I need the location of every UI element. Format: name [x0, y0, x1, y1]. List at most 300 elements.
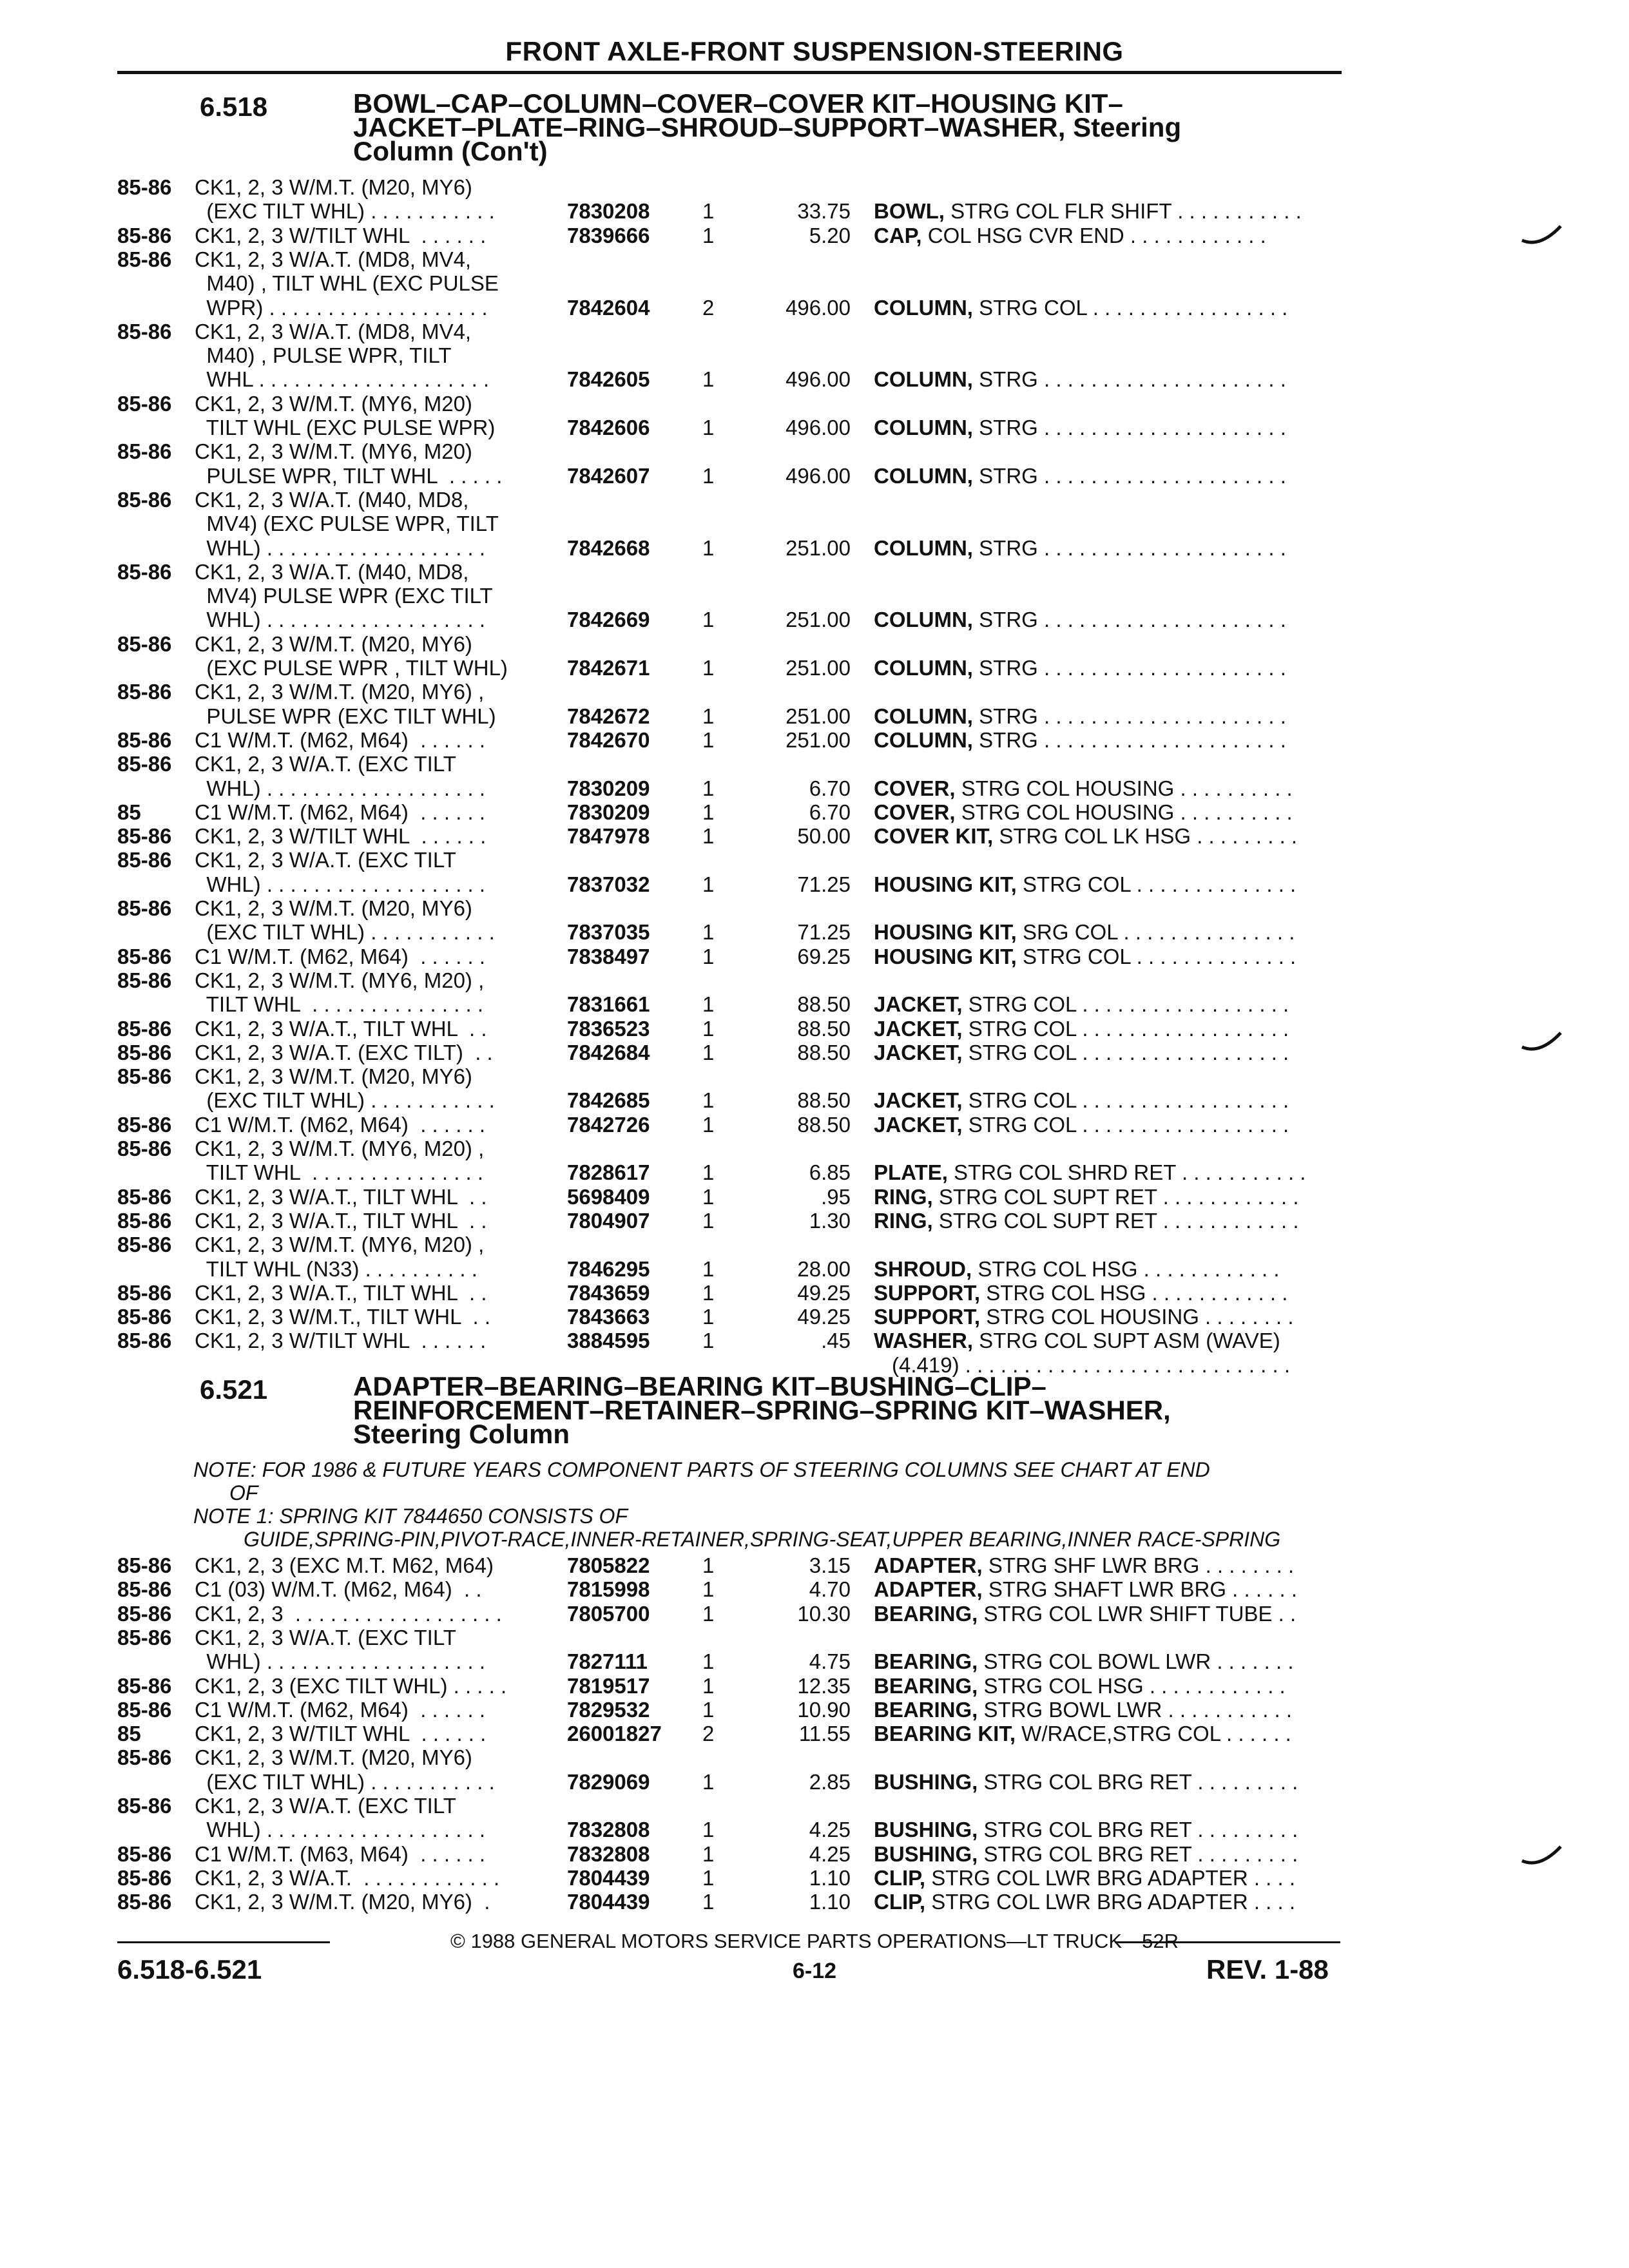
part-name: BOWL, [874, 199, 945, 224]
price-cell: 88.50 [797, 992, 851, 1017]
part-description: STRG COL HSG . . . . . . . . . . . . [972, 1256, 1280, 1281]
year-cell: 85-86 [117, 439, 172, 464]
quantity-cell: 1 [702, 223, 715, 247]
application-cell: (EXC TILT WHL) . . . . . . . . . . . [195, 199, 495, 224]
section-title [353, 1371, 1171, 1449]
year-cell: 85-86 [117, 752, 172, 776]
application-cell: CK1, 2, 3 W/M.T. (M20, MY6) . [195, 1890, 490, 1914]
year-cell: 85-86 [117, 1577, 172, 1602]
part-name: SHROUD, [874, 1256, 972, 1281]
footer-page-number: 6-12 [792, 1959, 837, 1983]
application-cell: CK1, 2, 3 W/M.T. (M20, MY6) [195, 1745, 472, 1770]
application-cell: CK1, 2, 3 W/M.T. (M20, MY6) , [195, 680, 485, 704]
description-cell [874, 872, 1296, 897]
price-cell: 33.75 [797, 199, 851, 224]
price-cell: 28.00 [797, 1256, 851, 1281]
year-cell: 85-86 [117, 1064, 172, 1089]
application-cell: MV4) PULSE WPR (EXC TILT [195, 584, 493, 608]
year-cell: 85-86 [117, 1601, 172, 1626]
section-title-line: ADAPTER–BEARING–BEARING KIT–BUSHING–CLIP– [353, 1371, 1046, 1401]
application-cell: (EXC TILT WHL) . . . . . . . . . . . [195, 1088, 495, 1113]
application-cell: WHL) . . . . . . . . . . . . . . . . . . . [195, 1649, 486, 1674]
application-cell: TILT WHL . . . . . . . . . . . . . . . [195, 992, 484, 1017]
part-name: JACKET, [874, 1112, 963, 1137]
application-cell: WPR) . . . . . . . . . . . . . . . . . . . [195, 295, 488, 320]
price-cell: 4.75 [809, 1649, 851, 1674]
year-cell: 85-86 [117, 1137, 172, 1160]
section-title-line: BOWL–CAP–COLUMN–COVER–COVER KIT–HOUSING KIT– [353, 88, 1123, 119]
part-number-cell: 7836523 [567, 1016, 650, 1041]
part-number-cell: 7828617 [567, 1160, 650, 1185]
year-cell: 85-86 [117, 1329, 172, 1353]
part-name: JACKET, [874, 1016, 963, 1041]
quantity-cell: 1 [702, 992, 715, 1017]
part-number-cell: 7804439 [567, 1865, 650, 1890]
part-description: STRG COL . . . . . . . . . . . . . . . . . . [962, 1016, 1289, 1041]
part-description: STRG COL LK HSG . . . . . . . . . [993, 824, 1298, 849]
part-number-cell: 7842607 [567, 463, 650, 488]
part-description: STRG COL HOUSING . . . . . . . . [980, 1305, 1294, 1329]
quantity-cell: 1 [702, 727, 715, 752]
description-cell [874, 704, 1286, 729]
year-cell: 85-86 [117, 1233, 172, 1257]
part-description: STRG . . . . . . . . . . . . . . . . . . . . . [972, 535, 1286, 560]
price-cell: 49.25 [797, 1280, 851, 1305]
part-name: COLUMN, [874, 416, 973, 439]
application-cell: CK1, 2, 3 W/A.T. (EXC TILT [195, 848, 456, 872]
part-description: COL HSG CVR END . . . . . . . . . . . . [921, 223, 1266, 247]
part-number-cell: 7819517 [567, 1673, 650, 1698]
part-description: STRG COL BRG RET . . . . . . . . . [978, 1841, 1298, 1866]
year-cell: 85-86 [117, 631, 172, 656]
application-cell: CK1, 2, 3 W/M.T. (MY6, M20) [195, 439, 472, 464]
description-cell [874, 945, 1296, 969]
quantity-cell: 1 [702, 463, 715, 488]
part-name: COVER, [874, 800, 956, 824]
year-cell: 85-86 [117, 319, 172, 343]
description-cell [874, 1113, 1289, 1137]
quantity-cell: 1 [702, 608, 715, 632]
year-cell: 85-86 [117, 1040, 172, 1064]
part-description: STRG . . . . . . . . . . . . . . . . . . . . . [972, 463, 1286, 488]
quantity-cell: 1 [702, 1553, 715, 1577]
application-cell: CK1, 2, 3 W/TILT WHL . . . . . . [195, 1329, 487, 1353]
price-cell: 4.25 [809, 1818, 851, 1842]
footer-copyright: © 1988 GENERAL MOTORS SERVICE PARTS OPERATIONS—LT TRUCK—52R [450, 1930, 1179, 1952]
quantity-cell: 1 [702, 367, 715, 392]
part-name: BEARING, [874, 1673, 978, 1698]
quantity-cell: 2 [702, 1722, 715, 1746]
part-name: HOUSING KIT, [874, 920, 1017, 945]
price-cell: 6.70 [809, 776, 851, 800]
description-cell [874, 1305, 1294, 1329]
part-number-cell: 7829532 [567, 1697, 650, 1722]
price-cell: 12.35 [797, 1673, 851, 1698]
application-cell: WHL) . . . . . . . . . . . . . . . . . . . [195, 872, 486, 896]
part-description: STRG COL SUPT RET . . . . . . . . . . . . [932, 1208, 1299, 1233]
part-number-cell: 7837035 [567, 920, 650, 945]
part-description: STRG COL . . . . . . . . . . . . . . [1016, 872, 1296, 896]
part-name: BUSHING, [874, 1818, 978, 1842]
application-cell: (EXC TILT WHL) . . . . . . . . . . . [195, 920, 495, 945]
part-name: BEARING, [874, 1697, 978, 1722]
price-cell: 49.25 [797, 1305, 851, 1329]
application-cell: CK1, 2, 3 W/A.T., TILT WHL . . [195, 1184, 487, 1209]
section-number: 6.521 [200, 1374, 268, 1405]
application-cell: (EXC TILT WHL) . . . . . . . . . . . [195, 1769, 495, 1794]
note-line: OF [229, 1481, 258, 1504]
quantity-cell: 1 [702, 800, 715, 824]
description-cell [874, 416, 1286, 440]
part-number-cell: 7827111 [567, 1649, 648, 1674]
description-cell [874, 1209, 1299, 1233]
description-cell [874, 1770, 1298, 1794]
part-description: STRG COL SHRD RET . . . . . . . . . . . [947, 1160, 1306, 1185]
year-cell: 85-86 [117, 391, 172, 416]
part-name: COVER KIT, [874, 824, 994, 849]
note-line: NOTE: FOR 1986 & FUTURE YEARS COMPONENT PARTS OF STEERING COLUMNS SEE CHART AT END [193, 1458, 1210, 1481]
price-cell: 10.90 [797, 1697, 851, 1722]
part-number-cell: 7842672 [567, 704, 650, 728]
year-cell: 85-86 [117, 1673, 172, 1698]
footer-revision: REV. 1-88 [1206, 1954, 1329, 1984]
application-cell: CK1, 2, 3 W/M.T. (MY6, M20) [195, 391, 472, 416]
application-cell: MV4) (EXC PULSE WPR, TILT [195, 512, 499, 536]
part-number-cell: 7842668 [567, 535, 650, 560]
year-cell: 85-86 [117, 1112, 172, 1137]
quantity-cell: 1 [702, 1256, 715, 1281]
description-cell [874, 1088, 1289, 1113]
application-cell: PULSE WPR (EXC TILT WHL) [195, 704, 496, 728]
margin-check-mark [1521, 1843, 1566, 1869]
price-cell: 88.50 [797, 1040, 851, 1064]
part-name: COLUMN, [874, 535, 973, 560]
part-description: STRG COL SUPT RET . . . . . . . . . . . . [932, 1184, 1299, 1209]
part-description: STRG COL LWR BRG ADAPTER . . . . [925, 1865, 1296, 1890]
application-cell: CK1, 2, 3 W/M.T. (MY6, M20) , [195, 1137, 485, 1160]
application-cell: CK1, 2, 3 W/A.T., TILT WHL . . [195, 1208, 487, 1233]
description-cell [874, 464, 1286, 488]
price-cell: 88.50 [797, 1112, 851, 1137]
application-cell: TILT WHL (N33) . . . . . . . . . . [195, 1256, 477, 1281]
price-cell: 496.00 [786, 463, 851, 488]
part-name: COLUMN, [874, 367, 973, 392]
price-cell: 69.25 [797, 944, 851, 968]
description-cell [874, 1649, 1294, 1674]
quantity-cell: 1 [702, 199, 715, 224]
description-cell [874, 608, 1286, 632]
application-cell: CK1, 2, 3 W/A.T. (EXC TILT [195, 752, 456, 776]
application-cell: CK1, 2, 3 W/M.T., TILT WHL . . [195, 1305, 491, 1329]
part-name: RING, [874, 1184, 933, 1209]
price-cell: 6.85 [809, 1160, 851, 1185]
section-number: 6.518 [200, 91, 268, 122]
part-number-cell: 7832808 [567, 1818, 650, 1842]
application-cell: WHL) . . . . . . . . . . . . . . . . . . . [195, 776, 486, 800]
section-title-line: REINFORCEMENT–RETAINER–SPRING–SPRING KIT–WASHER, [353, 1395, 1171, 1425]
quantity-cell: 1 [702, 1040, 715, 1064]
application-cell: CK1, 2, 3 W/A.T. . . . . . . . . . . . . [195, 1865, 500, 1890]
description-cell [874, 1722, 1291, 1746]
application-cell: CK1, 2, 3 W/TILT WHL . . . . . . [195, 223, 487, 247]
year-cell: 85-86 [117, 1745, 172, 1770]
part-description: STRG . . . . . . . . . . . . . . . . . . . . . [972, 656, 1286, 680]
application-cell: (EXC PULSE WPR , TILT WHL) [195, 656, 508, 680]
quantity-cell: 1 [702, 656, 715, 680]
part-name: CLIP, [874, 1865, 926, 1890]
application-cell: CK1, 2, 3 W/M.T. (MY6, M20) , [195, 968, 485, 992]
part-description: STRG . . . . . . . . . . . . . . . . . . . . . [972, 608, 1286, 632]
part-description: STRG COL HSG . . . . . . . . . . . . [980, 1280, 1288, 1305]
year-cell: 85-86 [117, 559, 172, 584]
price-cell: 4.70 [809, 1577, 851, 1602]
application-cell: C1 W/M.T. (M62, M64) . . . . . . [195, 800, 486, 824]
year-cell: 85-86 [117, 1697, 172, 1722]
part-description: STRG COL SUPT ASM (WAVE) [973, 1329, 1280, 1353]
part-description: STRG COL BRG RET . . . . . . . . . [978, 1769, 1298, 1794]
year-cell: 85-86 [117, 1305, 172, 1329]
year-cell: 85-86 [117, 1208, 172, 1233]
quantity-cell: 1 [702, 1305, 715, 1329]
description-cell [874, 1257, 1280, 1282]
description-cell [874, 1017, 1289, 1041]
year-cell: 85-86 [117, 1890, 172, 1914]
description-cell [874, 1818, 1298, 1842]
quantity-cell: 1 [702, 824, 715, 849]
part-number-cell: 7805822 [567, 1553, 650, 1577]
part-number-cell: 3884595 [567, 1329, 650, 1353]
part-description: STRG COL FLR SHIFT . . . . . . . . . . . [944, 199, 1302, 224]
year-cell: 85-86 [117, 175, 172, 199]
part-description: W/RACE,STRG COL . . . . . . [1016, 1722, 1291, 1746]
part-name: COLUMN, [874, 704, 973, 728]
description-cell [874, 1674, 1286, 1698]
price-cell: 4.25 [809, 1841, 851, 1866]
part-name: JACKET, [874, 1040, 963, 1064]
description-cell [874, 1602, 1296, 1626]
quantity-cell: 1 [702, 1160, 715, 1185]
part-description: STRG COL HOUSING . . . . . . . . . . [955, 776, 1293, 800]
part-name: COLUMN, [874, 463, 973, 488]
part-number-cell: 7804907 [567, 1208, 650, 1233]
application-cell: C1 (03) W/M.T. (M62, M64) . . [195, 1577, 482, 1602]
part-number-cell: 7842670 [567, 727, 650, 752]
price-cell: 50.00 [797, 824, 851, 849]
part-description: STRG COL . . . . . . . . . . . . . . . . . [972, 295, 1288, 320]
application-cell: WHL) . . . . . . . . . . . . . . . . . . . [195, 608, 486, 632]
part-number-cell: 7805700 [567, 1601, 650, 1626]
price-cell: 496.00 [786, 416, 851, 439]
part-description: STRG COL HOUSING . . . . . . . . . . [955, 800, 1293, 824]
section-notes [193, 1458, 1280, 1551]
year-cell: 85-86 [117, 824, 172, 849]
description-cell [874, 1185, 1299, 1209]
description-cell [874, 367, 1286, 392]
price-cell: 496.00 [786, 295, 851, 320]
quantity-cell: 1 [702, 535, 715, 560]
quantity-cell: 1 [702, 1890, 715, 1914]
application-cell: TILT WHL (EXC PULSE WPR) [195, 416, 496, 439]
margin-check-mark [1521, 1029, 1566, 1055]
quantity-cell: 1 [702, 1329, 715, 1353]
part-name: COLUMN, [874, 656, 973, 680]
part-number-cell: 7847978 [567, 824, 650, 849]
price-cell: 251.00 [786, 704, 851, 728]
section-title [353, 88, 1182, 166]
quantity-cell: 1 [702, 1088, 715, 1113]
description-cell [874, 992, 1289, 1017]
part-number-cell: 7842671 [567, 656, 650, 680]
part-number-cell: 7842606 [567, 416, 650, 439]
application-cell: WHL) . . . . . . . . . . . . . . . . . . . [195, 535, 486, 560]
description-cell [874, 1041, 1289, 1065]
quantity-cell: 1 [702, 416, 715, 439]
part-description: STRG COL BOWL LWR . . . . . . . [978, 1649, 1294, 1674]
quantity-cell: 1 [702, 920, 715, 945]
part-number-cell: 7843659 [567, 1280, 650, 1305]
part-description: STRG SHF LWR BRG . . . . . . . . [982, 1553, 1295, 1577]
application-cell: CK1, 2, 3 W/M.T. (M20, MY6) [195, 631, 472, 656]
description-cell [874, 1698, 1292, 1722]
description-cell [874, 800, 1293, 825]
part-description: STRG COL . . . . . . . . . . . . . . . . . . [962, 992, 1289, 1017]
application-cell: CK1, 2, 3 W/A.T., TILT WHL . . [195, 1280, 487, 1305]
part-name: HOUSING KIT, [874, 944, 1017, 968]
price-cell: 1.30 [809, 1208, 851, 1233]
part-name: JACKET, [874, 1088, 963, 1113]
year-cell: 85-86 [117, 1841, 172, 1866]
application-cell: C1 W/M.T. (M62, M64) . . . . . . [195, 1697, 486, 1722]
application-cell: CK1, 2, 3 W/A.T. (MD8, MV4, [195, 247, 472, 271]
price-cell: 10.30 [797, 1601, 851, 1626]
quantity-cell: 1 [702, 1673, 715, 1698]
part-number-cell: 7839666 [567, 223, 650, 247]
part-description: STRG . . . . . . . . . . . . . . . . . . . . . [972, 416, 1286, 439]
year-cell: 85-86 [117, 247, 172, 271]
price-cell: 6.70 [809, 800, 851, 824]
part-name: ADAPTER, [874, 1553, 983, 1577]
price-cell: 496.00 [786, 367, 851, 392]
part-number-cell: 7843663 [567, 1305, 650, 1329]
year-cell: 85-86 [117, 896, 172, 920]
part-name: PLATE, [874, 1160, 948, 1185]
application-cell: CK1, 2, 3 W/TILT WHL . . . . . . [195, 824, 487, 849]
description-cell [874, 1866, 1295, 1890]
section-title-line: JACKET–PLATE–RING–SHROUD–SUPPORT–WASHER, Steering [353, 112, 1182, 142]
application-cell: TILT WHL . . . . . . . . . . . . . . . [195, 1160, 484, 1185]
quantity-cell: 1 [702, 1697, 715, 1722]
application-cell: WHL) . . . . . . . . . . . . . . . . . . . [195, 1818, 486, 1842]
part-name: JACKET, [874, 992, 963, 1017]
year-cell: 85-86 [117, 487, 172, 512]
part-number-cell: 7842726 [567, 1112, 650, 1137]
part-description: STRG COL HSG . . . . . . . . . . . . [978, 1673, 1286, 1698]
quantity-cell: 1 [702, 1184, 715, 1209]
application-cell: CK1, 2, 3 W/TILT WHL . . . . . . [195, 1722, 487, 1746]
description-cell [874, 1890, 1295, 1914]
description-cell [874, 1281, 1287, 1305]
quantity-cell: 1 [702, 1112, 715, 1137]
part-description: STRG . . . . . . . . . . . . . . . . . . . . . [972, 367, 1286, 392]
price-cell: 251.00 [786, 535, 851, 560]
part-description: STRG COL . . . . . . . . . . . . . . . . . . [962, 1088, 1289, 1113]
year-cell: 85-86 [117, 680, 172, 704]
part-name: BUSHING, [874, 1841, 978, 1866]
application-cell: C1 W/M.T. (M63, M64) . . . . . . [195, 1841, 486, 1866]
application-cell: CK1, 2, 3 W/A.T. (EXC TILT [195, 1625, 456, 1649]
section-title-line: Column (Con't) [353, 136, 548, 166]
part-description: STRG . . . . . . . . . . . . . . . . . . . . . [972, 727, 1286, 752]
part-description: STRG SHAFT LWR BRG . . . . . . [982, 1577, 1298, 1602]
application-cell: CK1, 2, 3 W/A.T. (EXC TILT [195, 1794, 456, 1818]
part-description: STRG COL . . . . . . . . . . . . . . [1016, 944, 1296, 968]
part-name: SUPPORT, [874, 1305, 981, 1329]
quantity-cell: 1 [702, 1649, 715, 1674]
year-cell: 85-86 [117, 1865, 172, 1890]
part-description: STRG COL LWR SHIFT TUBE . . [978, 1601, 1296, 1626]
application-cell: C1 W/M.T. (M62, M64) . . . . . . [195, 944, 486, 968]
part-name: BEARING KIT, [874, 1722, 1016, 1746]
part-number-cell: 7815998 [567, 1577, 650, 1602]
price-cell: 251.00 [786, 727, 851, 752]
part-number-cell: 7832808 [567, 1841, 650, 1866]
application-cell: WHL . . . . . . . . . . . . . . . . . . . . [195, 367, 490, 392]
part-number-cell: 7831661 [567, 992, 650, 1017]
part-name: RING, [874, 1208, 933, 1233]
quantity-cell: 1 [702, 1841, 715, 1866]
application-cell: C1 W/M.T. (M62, M64) . . . . . . [195, 727, 486, 752]
description-cell [874, 199, 1302, 224]
price-cell: 251.00 [786, 656, 851, 680]
quantity-cell: 1 [702, 1818, 715, 1842]
note-line: NOTE 1: SPRING KIT 7844650 CONSISTS OF [193, 1504, 628, 1528]
year-cell: 85-86 [117, 1184, 172, 1209]
application-cell: CK1, 2, 3 W/M.T. (MY6, M20) , [195, 1233, 485, 1257]
description-cell [874, 1577, 1297, 1602]
part-number-cell: 7837032 [567, 872, 650, 896]
page-header: FRONT AXLE-FRONT SUSPENSION-STEERING [505, 36, 1124, 66]
price-cell: .95 [821, 1184, 851, 1209]
part-name: COLUMN, [874, 608, 973, 632]
quantity-cell: 1 [702, 1865, 715, 1890]
quantity-cell: 1 [702, 1016, 715, 1041]
part-number-cell: 7846295 [567, 1256, 650, 1281]
application-cell: CK1, 2, 3 (EXC M.T. M62, M64) [195, 1553, 494, 1577]
part-name: BEARING, [874, 1601, 978, 1626]
quantity-cell: 1 [702, 944, 715, 968]
application-cell: CK1, 2, 3 W/M.T. (M20, MY6) [195, 1064, 472, 1089]
margin-check-mark [1521, 222, 1566, 248]
part-name: COLUMN, [874, 727, 973, 752]
application-cell: CK1, 2, 3 (EXC TILT WHL) . . . . . [195, 1673, 507, 1698]
application-cell: CK1, 2, 3 W/M.T. (M20, MY6) [195, 175, 472, 199]
description-cell [874, 920, 1295, 945]
price-cell: 11.55 [798, 1722, 851, 1746]
part-number-cell: 7842604 [567, 295, 650, 320]
note-line: GUIDE,SPRING-PIN,PIVOT-RACE,INNER-RETAINER,SPRING-SEAT,UPPER BEARING,INNER RACE-SPRING [244, 1528, 1281, 1551]
year-cell: 85-86 [117, 848, 172, 872]
part-number-cell: 26001827 [567, 1722, 662, 1746]
part-number-cell: 7830209 [567, 776, 650, 800]
part-description: STRG COL BRG RET . . . . . . . . . [978, 1818, 1298, 1842]
application-cell: M40) , PULSE WPR, TILT [195, 343, 452, 368]
part-description: STRG . . . . . . . . . . . . . . . . . . . . . [972, 704, 1286, 728]
year-cell: 85-86 [117, 944, 172, 968]
header-rule [117, 71, 1342, 74]
application-cell: CK1, 2, 3 W/M.T. (M20, MY6) [195, 896, 472, 920]
quantity-cell: 1 [702, 872, 715, 896]
part-name: BEARING, [874, 1649, 978, 1674]
